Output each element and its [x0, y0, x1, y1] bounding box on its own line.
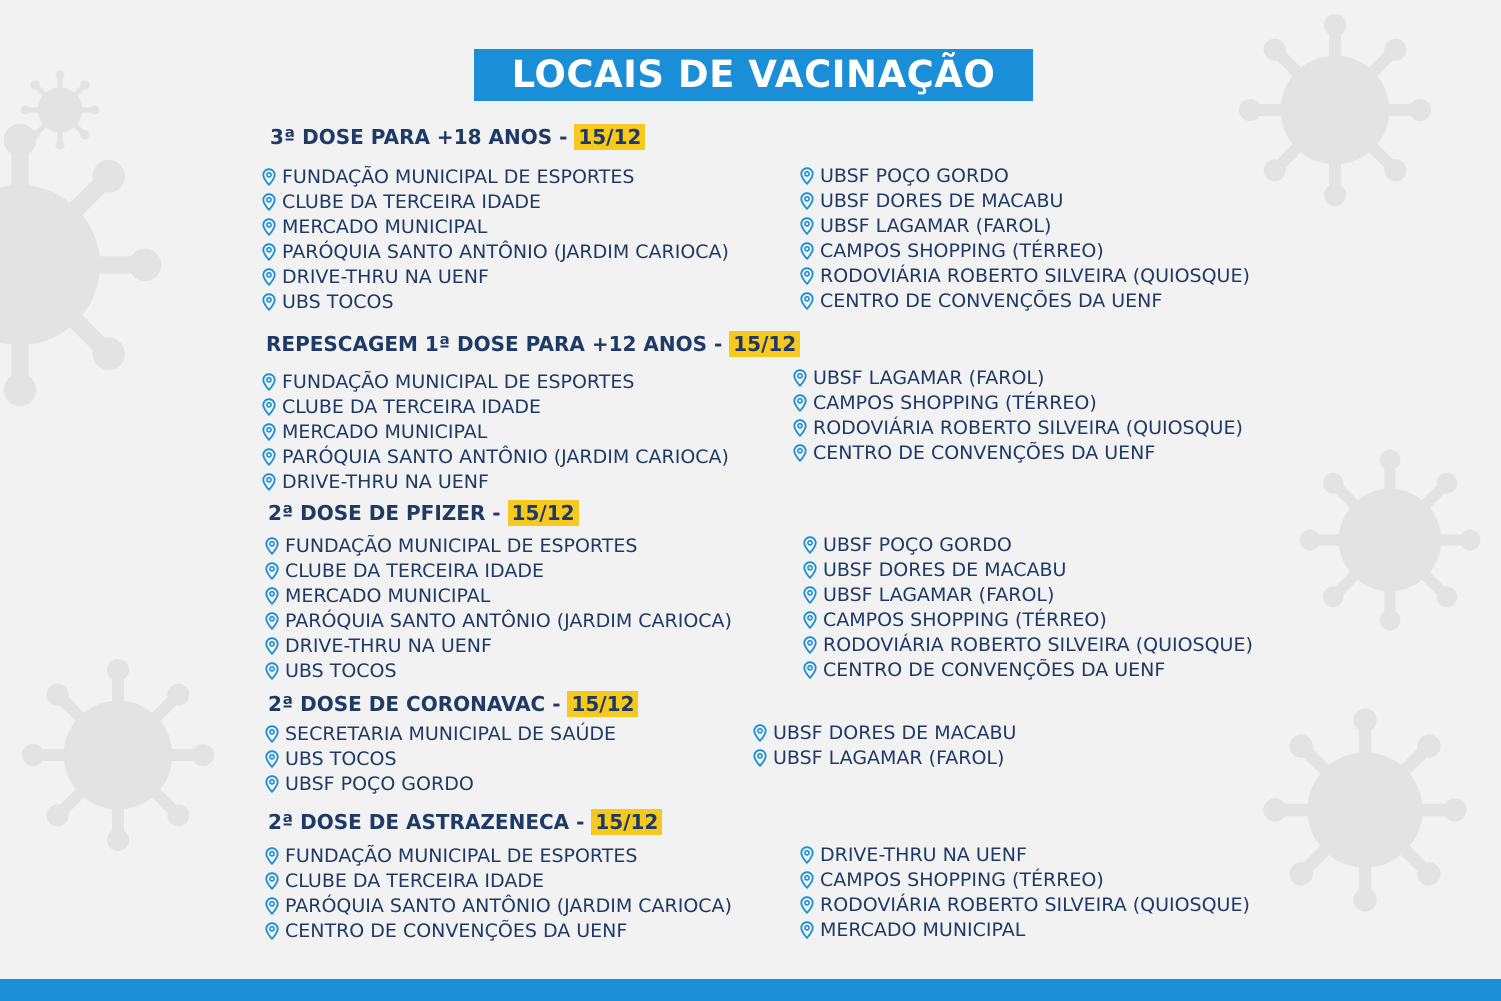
location-item [265, 658, 732, 683]
location-item [265, 608, 732, 633]
location-label: RODOVIÁRIA ROBERTO SILVEIRA (QUIOSQUE) [823, 633, 1253, 656]
map-pin-icon [262, 293, 276, 311]
location-label: CAMPOS SHOPPING (TÉRREO) [820, 239, 1104, 262]
map-pin-icon [803, 661, 817, 679]
map-pin-icon [262, 423, 276, 441]
map-pin-icon [803, 561, 817, 579]
date-badge: 15/12 [591, 809, 662, 835]
map-pin-icon [800, 217, 814, 235]
location-item [753, 745, 1016, 770]
map-pin-icon [265, 562, 279, 580]
locations-left [265, 843, 732, 943]
location-item [262, 264, 729, 289]
location-item [265, 558, 732, 583]
map-pin-icon [265, 612, 279, 630]
location-label: RODOVIÁRIA ROBERTO SILVEIRA (QUIOSQUE) [820, 264, 1250, 287]
location-label: UBSF LAGAMAR (FAROL) [773, 746, 1005, 769]
location-item [262, 394, 729, 419]
location-item [265, 771, 616, 796]
map-pin-icon [800, 242, 814, 260]
location-label: UBSF POÇO GORDO [823, 533, 1012, 556]
location-label: UBSF DORES DE MACABU [820, 189, 1064, 212]
bottom-accent-bar [0, 979, 1501, 1001]
location-label: MERCADO MUNICIPAL [282, 215, 488, 238]
map-pin-icon [803, 636, 817, 654]
location-item [803, 557, 1253, 582]
map-pin-icon [262, 218, 276, 236]
location-item [800, 867, 1250, 892]
location-item [262, 164, 729, 189]
section-heading: 2ª DOSE DE ASTRAZENECA - 15/12 [268, 809, 662, 835]
location-label: UBSF LAGAMAR (FAROL) [813, 366, 1045, 389]
map-pin-icon [800, 292, 814, 310]
location-item [265, 633, 732, 658]
location-item [793, 390, 1243, 415]
map-pin-icon [793, 369, 807, 387]
locations-right [800, 163, 1250, 313]
map-pin-icon [265, 662, 279, 680]
location-label: CLUBE DA TERCEIRA IDADE [282, 395, 541, 418]
location-label: MERCADO MUNICIPAL [820, 918, 1026, 941]
location-item [803, 532, 1253, 557]
location-item [800, 842, 1250, 867]
locations-right [793, 365, 1243, 465]
location-label: CENTRO DE CONVENÇÕES DA UENF [813, 441, 1156, 464]
location-item [800, 892, 1250, 917]
locations-left [265, 721, 616, 796]
section-heading: REPESCAGEM 1ª DOSE PARA +12 ANOS - 15/12 [266, 331, 800, 357]
map-pin-icon [800, 192, 814, 210]
location-label: DRIVE-THRU NA UENF [282, 470, 489, 493]
location-label: DRIVE-THRU NA UENF [820, 843, 1027, 866]
map-pin-icon [262, 398, 276, 416]
location-item [753, 720, 1016, 745]
location-item [262, 289, 729, 314]
location-item [265, 533, 732, 558]
map-pin-icon [262, 193, 276, 211]
location-item [800, 188, 1250, 213]
map-pin-icon [265, 847, 279, 865]
location-label: CLUBE DA TERCEIRA IDADE [282, 190, 541, 213]
location-label: SECRETARIA MUNICIPAL DE SAÚDE [285, 722, 616, 745]
map-pin-icon [800, 896, 814, 914]
location-label: CLUBE DA TERCEIRA IDADE [285, 559, 544, 582]
location-label: RODOVIÁRIA ROBERTO SILVEIRA (QUIOSQUE) [813, 416, 1243, 439]
location-label: PARÓQUIA SANTO ANTÔNIO (JARDIM CARIOCA) [285, 894, 732, 917]
location-item [262, 419, 729, 444]
location-label: CENTRO DE CONVENÇÕES DA UENF [823, 658, 1166, 681]
location-item [793, 440, 1243, 465]
map-pin-icon [800, 921, 814, 939]
locations-right [800, 842, 1250, 942]
map-pin-icon [793, 444, 807, 462]
location-item [800, 238, 1250, 263]
location-label: UBS TOCOS [285, 747, 397, 770]
locations-right [803, 532, 1253, 682]
map-pin-icon [803, 586, 817, 604]
map-pin-icon [262, 473, 276, 491]
locations-left [262, 164, 729, 314]
location-label: CAMPOS SHOPPING (TÉRREO) [823, 608, 1107, 631]
location-label: PARÓQUIA SANTO ANTÔNIO (JARDIM CARIOCA) [282, 240, 729, 263]
map-pin-icon [265, 750, 279, 768]
location-label: UBSF POÇO GORDO [820, 164, 1009, 187]
location-label: PARÓQUIA SANTO ANTÔNIO (JARDIM CARIOCA) [282, 445, 729, 468]
location-label: DRIVE-THRU NA UENF [285, 634, 492, 657]
location-item [265, 746, 616, 771]
location-label: UBS TOCOS [282, 290, 394, 313]
location-item [262, 444, 729, 469]
location-item [803, 607, 1253, 632]
map-pin-icon [265, 872, 279, 890]
location-label: RODOVIÁRIA ROBERTO SILVEIRA (QUIOSQUE) [820, 893, 1250, 916]
location-label: UBS TOCOS [285, 659, 397, 682]
date-badge: 15/12 [729, 331, 800, 357]
location-label: FUNDAÇÃO MUNICIPAL DE ESPORTES [285, 534, 638, 557]
location-label: CENTRO DE CONVENÇÕES DA UENF [285, 919, 628, 942]
locations-left [265, 533, 732, 683]
map-pin-icon [262, 168, 276, 186]
location-label: UBSF LAGAMAR (FAROL) [820, 214, 1052, 237]
locations-right [753, 720, 1016, 770]
location-label: UBSF DORES DE MACABU [773, 721, 1017, 744]
location-item [265, 868, 732, 893]
section-heading: 2ª DOSE DE CORONAVAC - 15/12 [268, 691, 638, 717]
location-item [803, 582, 1253, 607]
map-pin-icon [803, 536, 817, 554]
location-label: CAMPOS SHOPPING (TÉRREO) [820, 868, 1104, 891]
date-badge: 15/12 [567, 691, 638, 717]
map-pin-icon [262, 243, 276, 261]
location-item [262, 189, 729, 214]
location-label: CLUBE DA TERCEIRA IDADE [285, 869, 544, 892]
page-title: LOCAIS DE VACINAÇÃO [474, 49, 1033, 101]
location-item [265, 583, 732, 608]
location-item [265, 918, 732, 943]
location-item [265, 893, 732, 918]
map-pin-icon [265, 537, 279, 555]
location-item [800, 163, 1250, 188]
map-pin-icon [803, 611, 817, 629]
location-item [800, 263, 1250, 288]
location-item [793, 365, 1243, 390]
location-item [800, 213, 1250, 238]
location-item [265, 843, 732, 868]
map-pin-icon [265, 587, 279, 605]
map-pin-icon [265, 775, 279, 793]
map-pin-icon [262, 448, 276, 466]
section-heading: 3ª DOSE PARA +18 ANOS - 15/12 [270, 124, 645, 150]
section-heading: 2ª DOSE DE PFIZER - 15/12 [268, 500, 579, 526]
location-item [800, 288, 1250, 313]
map-pin-icon [265, 637, 279, 655]
location-item [793, 415, 1243, 440]
location-item [262, 369, 729, 394]
location-label: CAMPOS SHOPPING (TÉRREO) [813, 391, 1097, 414]
location-label: FUNDAÇÃO MUNICIPAL DE ESPORTES [282, 370, 635, 393]
location-item [262, 214, 729, 239]
map-pin-icon [265, 725, 279, 743]
map-pin-icon [753, 724, 767, 742]
location-item [800, 917, 1250, 942]
location-label: FUNDAÇÃO MUNICIPAL DE ESPORTES [285, 844, 638, 867]
map-pin-icon [793, 419, 807, 437]
map-pin-icon [265, 897, 279, 915]
date-badge: 15/12 [574, 124, 645, 150]
location-label: FUNDAÇÃO MUNICIPAL DE ESPORTES [282, 165, 635, 188]
locations-left [262, 369, 729, 494]
location-label: UBSF POÇO GORDO [285, 772, 474, 795]
location-label: UBSF DORES DE MACABU [823, 558, 1067, 581]
map-pin-icon [793, 394, 807, 412]
map-pin-icon [262, 268, 276, 286]
map-pin-icon [262, 373, 276, 391]
location-item [262, 469, 729, 494]
location-label: MERCADO MUNICIPAL [285, 584, 491, 607]
map-pin-icon [265, 922, 279, 940]
map-pin-icon [800, 167, 814, 185]
map-pin-icon [800, 871, 814, 889]
map-pin-icon [800, 267, 814, 285]
location-label: PARÓQUIA SANTO ANTÔNIO (JARDIM CARIOCA) [285, 609, 732, 632]
location-item [262, 239, 729, 264]
location-item [803, 632, 1253, 657]
location-item [803, 657, 1253, 682]
location-item [265, 721, 616, 746]
location-label: DRIVE-THRU NA UENF [282, 265, 489, 288]
map-pin-icon [800, 846, 814, 864]
date-badge: 15/12 [508, 500, 579, 526]
map-pin-icon [753, 749, 767, 767]
location-label: CENTRO DE CONVENÇÕES DA UENF [820, 289, 1163, 312]
location-label: UBSF LAGAMAR (FAROL) [823, 583, 1055, 606]
location-label: MERCADO MUNICIPAL [282, 420, 488, 443]
